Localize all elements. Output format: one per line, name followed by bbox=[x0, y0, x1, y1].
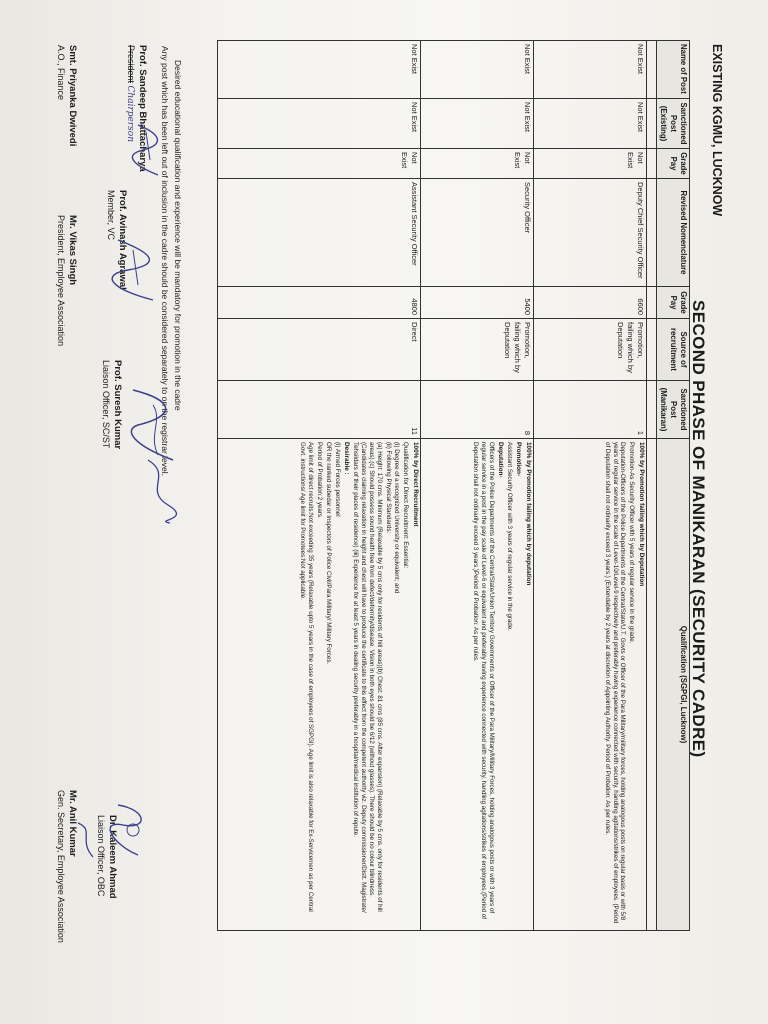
signature-scribble bbox=[73, 820, 98, 860]
qualification-line bbox=[496, 442, 504, 927]
cell-grade: Not Exist bbox=[217, 149, 420, 179]
qualification-line bbox=[402, 442, 410, 927]
qualification-line bbox=[298, 442, 314, 927]
signatory-name: Mr. Anil Kumar bbox=[67, 790, 78, 857]
qualification-body: (a) Height: 170 cms. Minimum (Relaxable by 5 cms only for residents of hill areas)(b) Chest: 81 cms (85 cms. After expansion) (Relaxable by 5 cms. only for residents of hill areas).(c) Should possess sound health free from defect/deformity/disease. Vision in both eyes should be 6/12 (without glasses). There should be no colour blindness. (Candidates claiming relaxation in height and chest will have to produce the certificate to this effect from the competent authority viz. Deputy commissioner/Distt. Magistrate/ Tehsildars of their places of residence) (iii) Experience for at least 5 years in dealing security preferably in a hospital/medical institution of repute. bbox=[351, 442, 383, 913]
signatory-role: Gen. Secretary, Employee Association bbox=[56, 790, 67, 943]
qualification-body: Assistant Security Officer with 3 years of regular service in the grade. bbox=[506, 442, 514, 632]
qualification-line bbox=[324, 442, 332, 927]
qualification-bold: 100% by Promotion failing which by Deputation bbox=[637, 442, 645, 587]
cell-posts: 11 bbox=[217, 381, 420, 439]
signatory-name: Smt. Priyanka Dwivedi bbox=[67, 45, 78, 147]
cell-name: Not Exist bbox=[533, 41, 646, 99]
qualification-line bbox=[471, 442, 495, 927]
document-title: SECOND PHASE OF MANIKARAN (SECURITY CADRE) bbox=[689, 300, 708, 758]
signatory-name: Prof. Suresh Kumar bbox=[112, 360, 123, 450]
spacer-row bbox=[646, 41, 656, 931]
cell-grade-new: 6600 bbox=[533, 287, 646, 319]
signature-scribble bbox=[138, 455, 178, 525]
cell-qualification bbox=[420, 439, 533, 931]
qualification-body: (i) Armed Forces personnel bbox=[333, 442, 341, 517]
cell-source: Direct bbox=[217, 319, 420, 381]
signatory-note: Chairperson bbox=[125, 85, 136, 142]
header-sanctioned-post: Sanctioned Post (Existing) bbox=[656, 99, 689, 149]
cell-grade: Not Exist bbox=[420, 149, 533, 179]
header-source: Source of recruitment bbox=[656, 319, 689, 381]
signatory-role: Member, VC bbox=[106, 190, 117, 241]
signatory-role: Liaison Officer, OBC bbox=[96, 815, 107, 897]
header-grade-pay: Grade Pay bbox=[656, 149, 689, 179]
signature-scribble bbox=[128, 120, 168, 180]
cell-qualification bbox=[533, 439, 646, 931]
cell-source: Promotion, failing which by Deputation bbox=[533, 319, 646, 381]
signatory-role: President, Employee Association bbox=[56, 215, 67, 347]
qualification-body: Age limit of direct recruits:Not exceeding 35 years (Relaxable upto 5 years in the case of employees of SGPGI). Age limit is also relaxable for Ex-Servicemen as per Central Govt. instructions/ Age limit for Promotees:Not applicable. bbox=[298, 442, 314, 912]
qualification-line bbox=[351, 442, 383, 927]
cell-posts: 8 bbox=[420, 381, 533, 439]
header-grade-pay-new: Grade Pay bbox=[656, 287, 689, 319]
signatory-role: Liaison Officer, SC/ST bbox=[101, 360, 112, 449]
signatory-role: President bbox=[126, 45, 137, 84]
qualification-line bbox=[505, 442, 513, 927]
cell-sanctioned: Not Exist bbox=[533, 99, 646, 149]
footer-note-1: Desired educational qualification and experience will be mandatory for promotion in the cadre bbox=[173, 60, 183, 411]
footer-note-2: Any post which has been left out of inclusion in the cadre should be considered separately to on the registrar level. bbox=[160, 46, 170, 476]
cell-name: Not Exist bbox=[217, 41, 420, 99]
cell-source: Promotion, failing which by Deputation bbox=[420, 319, 533, 381]
signature-scribble bbox=[113, 385, 193, 465]
qualification-bold: Promotion- bbox=[515, 442, 523, 477]
qualification-line bbox=[333, 442, 341, 927]
table-row bbox=[533, 41, 646, 931]
qualification-body: Deputation-Officers of the Police Departments of the Central/State/U.T. Govts or Officer of the Para Military/military forces, holding analogous posts on regular basis or with 5/8 years of regular service in the scale of Level-10/Level-9 respectively and preferably having experience connected with security, handling agitations/strikes of employees. (Period of Deputation shall not ordinarily exceed 3 years.) (Extendable by 2 years at discretion of Appointing Authority. Period of Probation: As per rules. bbox=[603, 442, 627, 924]
qualification-bold: Deputation- bbox=[497, 442, 505, 478]
qualification-line bbox=[628, 442, 636, 927]
security-cadre-table bbox=[217, 40, 690, 931]
signatory-priyanka bbox=[55, 45, 78, 146]
signatory-anil bbox=[55, 790, 78, 943]
table-row bbox=[420, 41, 533, 931]
cell-posts: 1 bbox=[533, 381, 646, 439]
header-revised-nomenclature: Revised Nomenclature bbox=[656, 179, 689, 287]
header-qualification: Qualification (SGPGI, Lucknow) bbox=[656, 439, 689, 931]
signatory-name: Dr. Kaleem Ahmad bbox=[107, 815, 118, 899]
cell-sanctioned: Not Exist bbox=[420, 99, 533, 149]
qualification-body: (ii) Following Physical Standards: bbox=[384, 442, 392, 534]
signatory-name: Prof. Avinash Agrawal bbox=[117, 190, 128, 290]
signature-scribble bbox=[108, 235, 168, 305]
qualification-line bbox=[523, 442, 531, 927]
cell-grade-new: 5400 bbox=[420, 287, 533, 319]
cell-revised: Deputy Chief Security Officer bbox=[533, 179, 646, 287]
qualification-text bbox=[603, 442, 645, 927]
qualification-bold: 100% by Promotion failing which by deputation bbox=[524, 442, 532, 586]
qualification-line bbox=[384, 442, 392, 927]
qualification-line bbox=[636, 442, 644, 927]
qualification-body: Promotion-As Security Officer with 5 years of regular service in the grade. bbox=[628, 442, 636, 644]
table-row bbox=[217, 41, 420, 931]
qualification-line bbox=[603, 442, 627, 927]
qualification-body: Qualification for Direct Recruitment: Essential: bbox=[402, 442, 410, 569]
qualification-body: OR the ranked subedar or Inspectors of Police Civil/Para Military/ Military Forces. bbox=[324, 442, 332, 665]
table-header-row bbox=[656, 41, 689, 931]
signature-scribble bbox=[108, 800, 153, 860]
qualification-line bbox=[393, 442, 401, 927]
qualification-body: Period of Probation:2 years. bbox=[315, 442, 323, 519]
cell-grade: Not Exist bbox=[533, 149, 646, 179]
existing-kgmu-header: EXISTING KGMU, LUCKNOW bbox=[710, 44, 724, 217]
qualification-line bbox=[410, 442, 418, 927]
cell-revised: Assistant Security Officer bbox=[217, 179, 420, 287]
signatory-name: Mr. Vikas Singh bbox=[67, 215, 78, 286]
header-sanctioned-new: Sanctioned Post (Manikaran) bbox=[656, 381, 689, 439]
qualification-body: (i) Degree of a recognized University or equivalent; and bbox=[393, 442, 401, 594]
qualification-text bbox=[471, 442, 531, 927]
qualification-line bbox=[514, 442, 522, 927]
qualification-line bbox=[342, 442, 350, 927]
qualification-bold: Desirable : bbox=[342, 442, 350, 475]
cell-sanctioned: Not Exist bbox=[217, 99, 420, 149]
qualification-bold: 100% by Direct Recruitment bbox=[411, 442, 419, 527]
signatory-vikas bbox=[55, 215, 78, 346]
header-name-of-post: Name of Post bbox=[656, 41, 689, 99]
signatory-name: Prof. Sandeep Bhattacharya bbox=[137, 45, 148, 172]
signatory-role: A.O., Finance bbox=[56, 45, 67, 101]
qualification-line bbox=[315, 442, 323, 927]
cell-qualification bbox=[217, 439, 420, 931]
qualification-body: Officers of the Police Departments of the Central/State/Union Territory Governments or Officer of the Para Military/Military Forces, holding analogous posts or with 3 years of regular service in a post in the pay scale of Level-6 or equivalent and preferably having experience connected with security, handling agitations/strikes of employees.(Period of Deputation shall not ordinarily exceed 3 years.)Period of Probation: As per rules. bbox=[472, 442, 496, 919]
cell-name: Not Exist bbox=[420, 41, 533, 99]
qualification-text bbox=[298, 442, 419, 927]
cell-grade-new: 4800 bbox=[217, 287, 420, 319]
cell-revised: Security Officer bbox=[420, 179, 533, 287]
